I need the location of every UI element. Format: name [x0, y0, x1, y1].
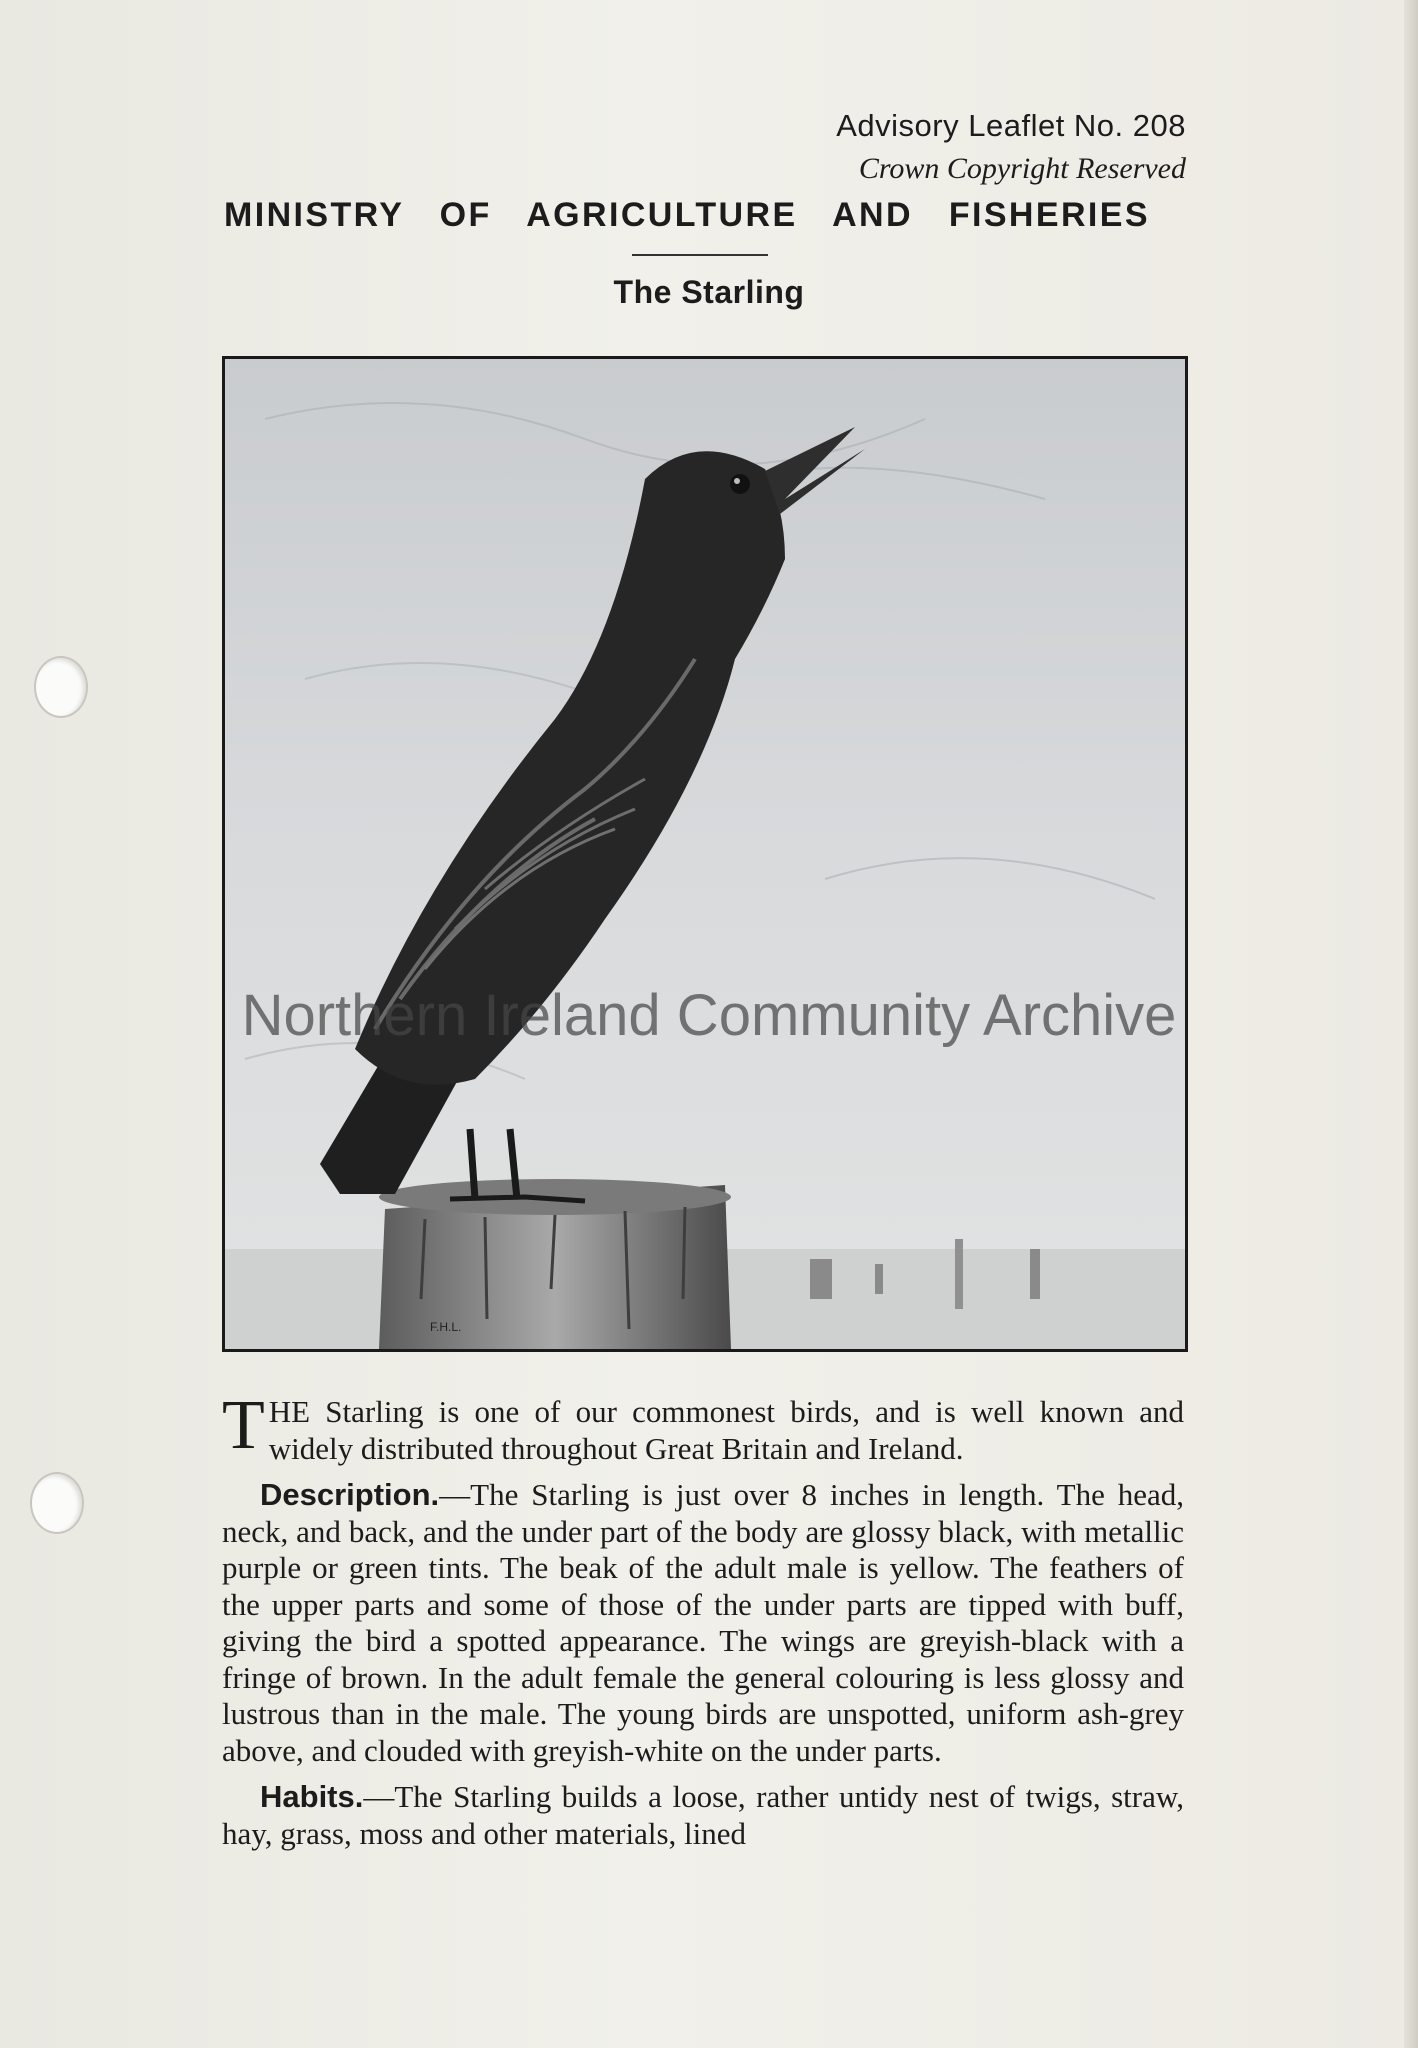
habits-paragraph: [222, 1779, 1184, 1852]
title-divider: [632, 254, 768, 256]
leaflet-title: The Starling: [613, 274, 805, 310]
punch-hole-bottom: [30, 1472, 84, 1534]
starling-drawing: [225, 359, 1185, 1349]
artist-signature: F.H.L.: [430, 1320, 462, 1334]
habits-heading: Habits.: [260, 1779, 364, 1814]
leaflet-number: Advisory Leaflet No. 208: [836, 108, 1186, 143]
ministry-heading: MINISTRY OF AGRICULTURE AND FISHERIES: [224, 196, 1150, 234]
drop-cap: T: [222, 1387, 265, 1464]
description-heading: Description.: [260, 1477, 440, 1512]
description-paragraph: [222, 1477, 1184, 1769]
archive-watermark: Northern Ireland Community Archive: [241, 983, 1177, 1048]
intro-text: HE Starling is one of our commonest birds, and is well known and widely distributed throughout Great Britain and Ireland.: [268, 1394, 1184, 1466]
habits-text: —The Starling builds a loose, rather untidy nest of twigs, straw, hay, grass, moss and other materials, lined: [222, 1779, 1184, 1851]
starling-illustration: [222, 356, 1188, 1352]
copyright-notice: Crown Copyright Reserved: [858, 152, 1186, 185]
leaflet-body: [222, 1387, 1184, 1862]
punch-hole-top: [34, 656, 88, 718]
description-text: —The Starling is just over 8 inches in length. The head, neck, and back, and the under part of the body are glossy black, with metallic purple or green tints. The beak of the adult male is yellow. The feathers of the upper parts and some of those of the under parts are tipped with buff, giving the bird a spotted appearance. The wings are greyish-black with a fringe of brown. In the adult female the general colouring is less glossy and lustrous than in the male. The young birds are unspotted, uniform ash-grey above, and clouded with greyish-white on the under parts.: [222, 1477, 1184, 1768]
intro-paragraph: [222, 1387, 1184, 1467]
